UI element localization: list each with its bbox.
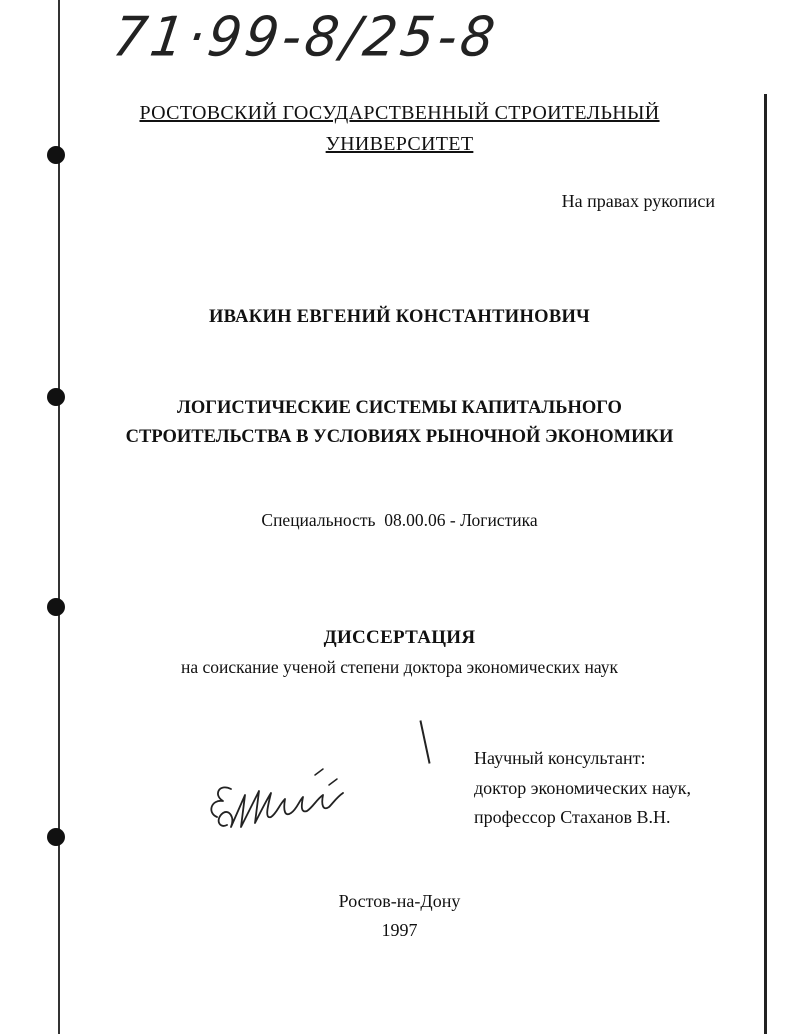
university-line-2: УНИВЕРСИТЕТ (325, 133, 474, 155)
university-header (0, 98, 799, 160)
university-line-1: РОСТОВСКИЙ ГОСУДАРСТВЕННЫЙ СТРОИТЕЛЬНЫЙ (139, 102, 660, 124)
consultant-block (474, 744, 691, 833)
punch-hole (47, 828, 65, 846)
consultant-degree: доктор экономических наук, (474, 777, 691, 798)
thesis-title (0, 394, 799, 452)
degree-line: на соискание ученой степени доктора экономических наук (181, 657, 618, 677)
city: Ростов-на-Дону (338, 891, 461, 911)
year: 1997 (381, 920, 418, 940)
document-type: ДИССЕРТАЦИЯ (323, 627, 476, 648)
speciality: Специальность 08.00.06 - Логистика (261, 510, 538, 530)
author-name: ИВАКИН ЕВГЕНИЙ КОНСТАНТИНОВИЧ (208, 307, 591, 327)
handwritten-archive-code: 71·99-8/25-8 (109, 6, 503, 69)
pen-stroke-mark (419, 720, 430, 763)
manuscript-note: На правах рукописи (561, 191, 715, 211)
thesis-title-line-1: ЛОГИСТИЧЕСКИЕ СИСТЕМЫ КАПИТАЛЬНОГО (177, 398, 622, 418)
consultant-label: Научный консультант: (474, 748, 646, 768)
punch-hole (47, 598, 65, 616)
thesis-title-line-2: СТРОИТЕЛЬСТВА В УСЛОВИЯХ РЫНОЧНОЙ ЭКОНОМИКИ (125, 427, 674, 447)
author-signature (205, 755, 355, 840)
consultant-name: профессор Стаханов В.Н. (474, 807, 671, 827)
